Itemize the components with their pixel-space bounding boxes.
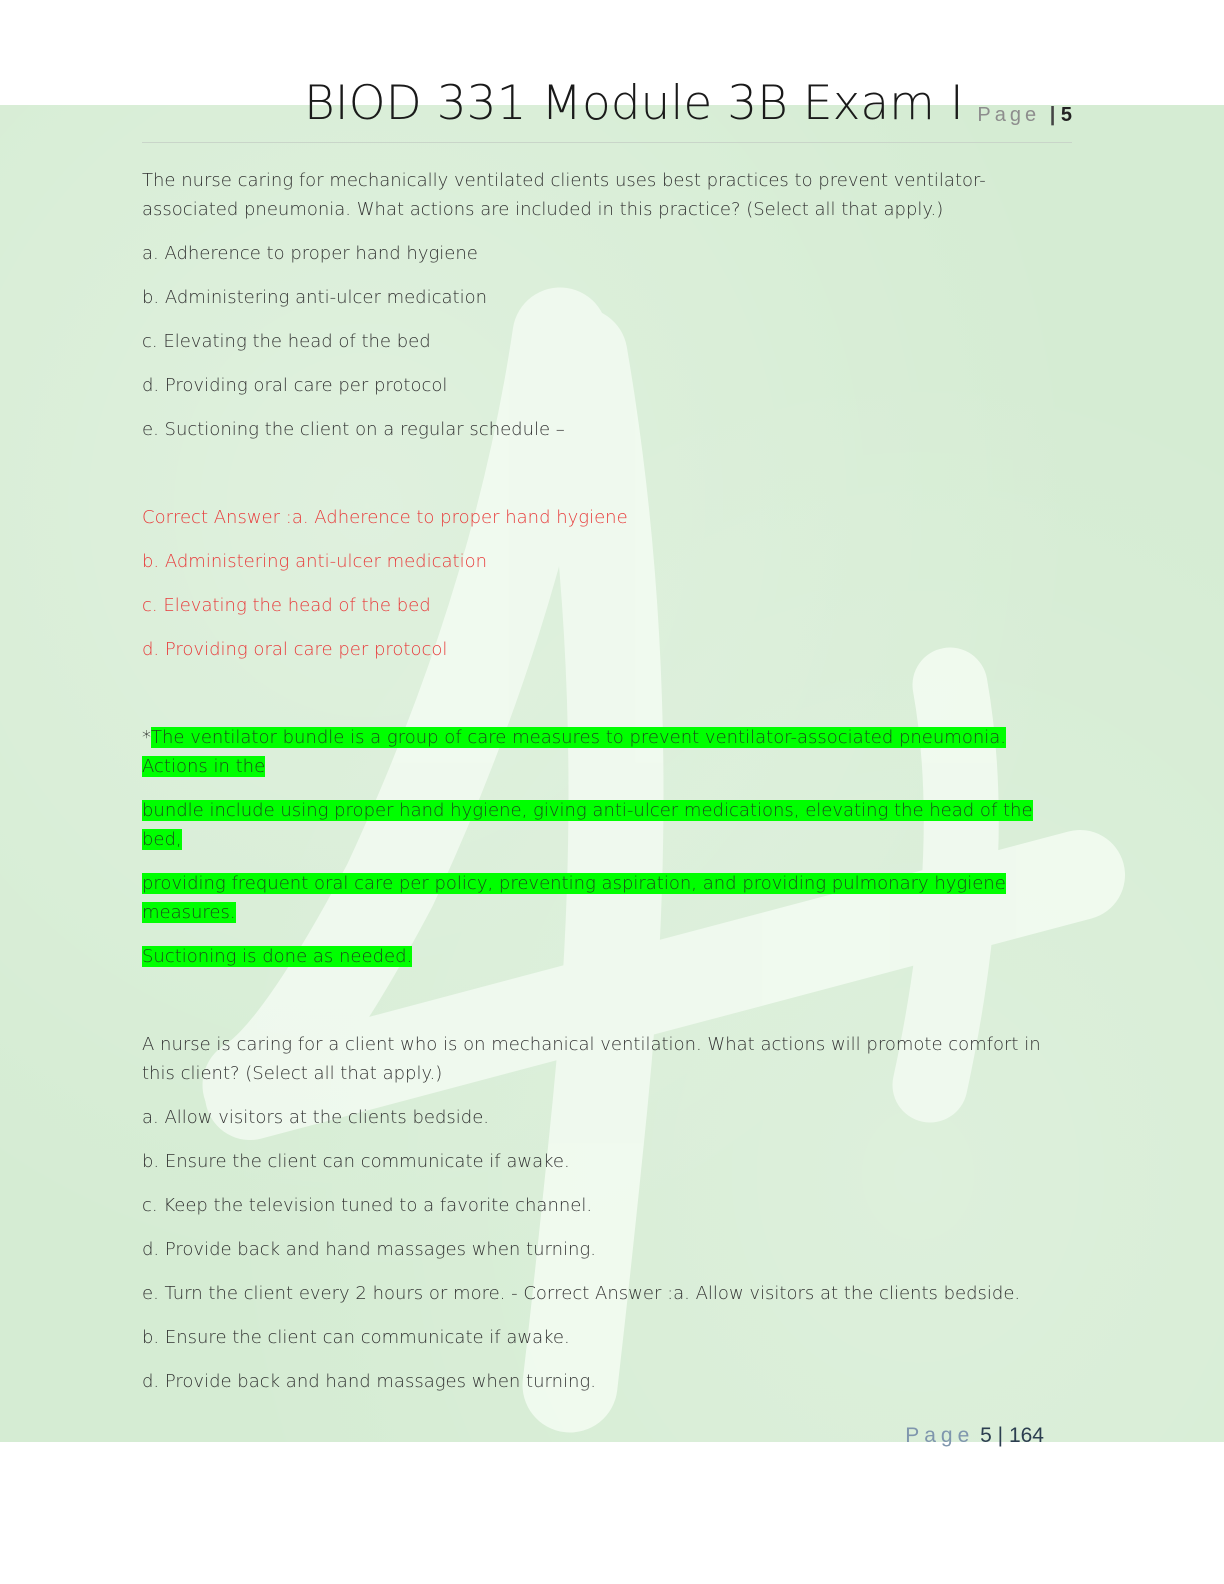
question-1-option-b: b. Administering anti-ulcer medication (142, 287, 488, 308)
page-header (142, 76, 1072, 143)
question-1-answer-line-4: d. Providing oral care per protocol (142, 639, 448, 660)
rationale-text: providing frequent oral care per policy, preventing aspiration, and providing pulmonary hygiene measures. (142, 873, 1006, 923)
question-1-rationale-4 (142, 942, 1042, 971)
question-1-rationale-3 (142, 869, 1042, 927)
question-2-line-1: a. Allow visitors at the clients bedside. (142, 1107, 489, 1128)
spacer (142, 679, 1042, 723)
question-1-option-e: e. Suctioning the client on a regular schedule – (142, 419, 565, 440)
footer-page-total: 164 (1008, 1424, 1044, 1447)
rationale-star: * (142, 727, 151, 748)
footer-separator: | (997, 1424, 1004, 1447)
page-footer (905, 1424, 1044, 1448)
page-content (142, 166, 1042, 1411)
header-page-word: Page (977, 104, 1041, 126)
question-1-answer-line-2: b. Administering anti-ulcer medication (142, 551, 488, 572)
question-1-rationale-1 (142, 723, 1042, 781)
header-separator: | (1049, 104, 1056, 126)
question-1-option-c: c. Elevating the head of the bed (142, 331, 431, 352)
footer-page-current: 5 (980, 1424, 992, 1447)
question-2-line-2: b. Ensure the client can communicate if awake. (142, 1151, 570, 1172)
question-1-answer-line-3: c. Elevating the head of the bed (142, 595, 431, 616)
rationale-text: bundle include using proper hand hygiene, giving anti-ulcer medications, elevating the head of the bed, (142, 800, 1033, 850)
question-2-line-6: b. Ensure the client can communicate if awake. (142, 1327, 570, 1348)
question-2-line-3: c. Keep the television tuned to a favorite channel. (142, 1195, 593, 1216)
question-2-line-5: e. Turn the client every 2 hours or more. - Correct Answer :a. Allow visitors at the clients bedside. (142, 1283, 1021, 1304)
header-page-value: 5 (1060, 104, 1072, 126)
question-2-text: A nurse is caring for a client who is on mechanical ventilation. What actions will promote comfort in this client? (Select all that apply.) (142, 1034, 1041, 1084)
question-2-line-4: d. Provide back and hand massages when turning. (142, 1239, 596, 1260)
question-1-option-a: a. Adherence to proper hand hygiene (142, 243, 478, 264)
question-1-rationale-2 (142, 796, 1042, 854)
footer-page-word: Page (905, 1424, 975, 1447)
question-2-line-7: d. Provide back and hand massages when turning. (142, 1371, 596, 1392)
spacer (142, 459, 1042, 503)
rationale-text: Suctioning is done as needed. (142, 946, 413, 967)
question-1-answer-line-1: Correct Answer :a. Adherence to proper hand hygiene (142, 507, 628, 528)
header-page-number (977, 104, 1072, 127)
spacer (142, 986, 1042, 1030)
question-1-text: The nurse caring for mechanically ventilated clients uses best practices to prevent ventilator-associated pneumonia. What actions are included in this practice? (Select all that apply.) (142, 170, 986, 220)
rationale-text: The ventilator bundle is a group of care measures to prevent ventilator-associated pneumonia. Actions in the (142, 727, 1006, 777)
document-title: BIOD 331 Module 3B Exam I (304, 76, 964, 131)
question-1-option-d: d. Providing oral care per protocol (142, 375, 448, 396)
